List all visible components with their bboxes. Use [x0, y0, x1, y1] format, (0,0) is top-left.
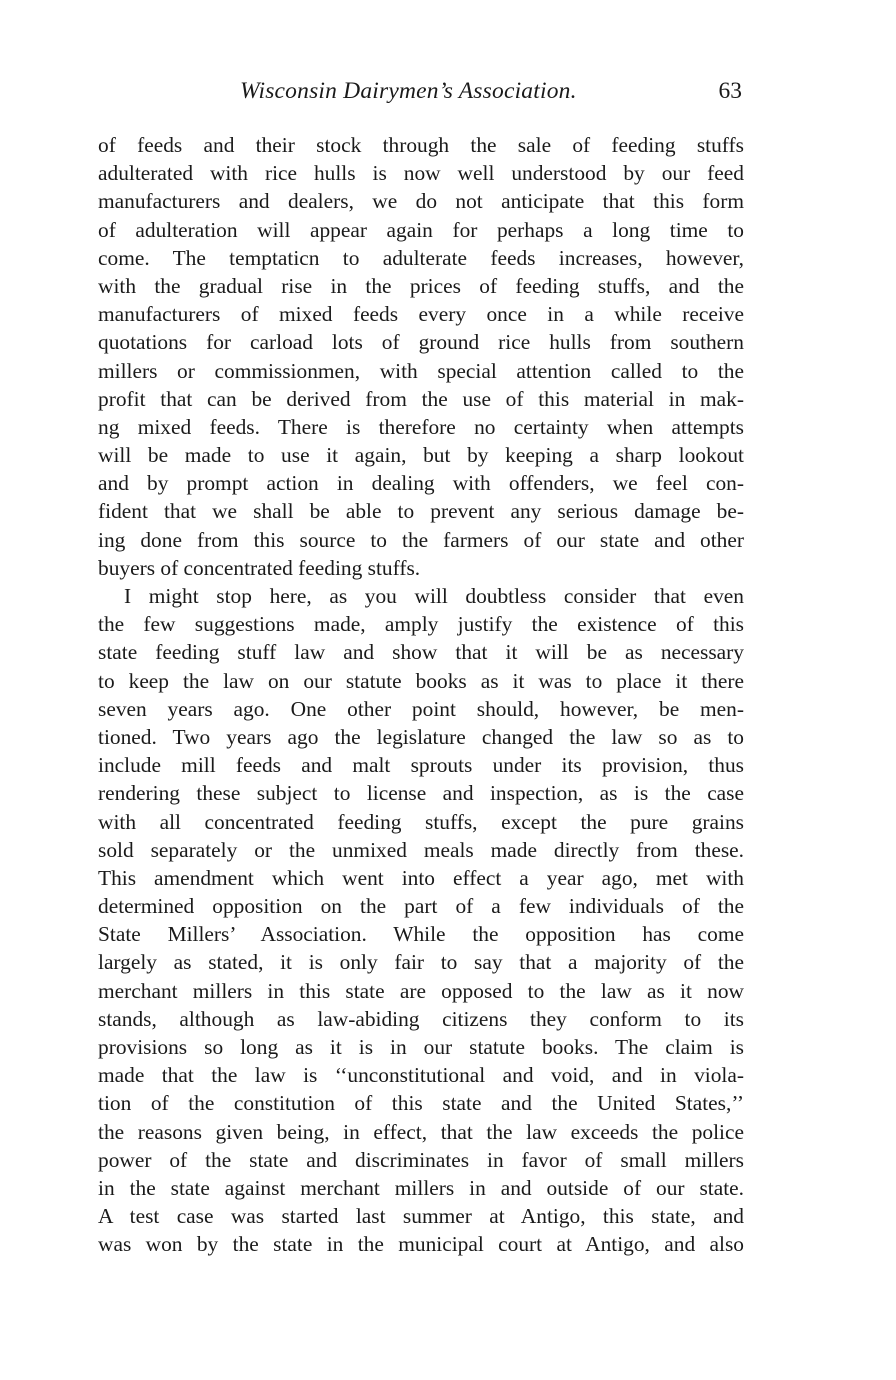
running-head [98, 78, 744, 110]
paragraph-start-line: I might stop here, as you will doubtless consider that even [124, 584, 744, 608]
text-line: made that the law is ‘‘unconstitutional and void, and in viola- [98, 1063, 744, 1088]
text-line: adulterated with rice hulls is now well understood by our feed [98, 161, 744, 186]
running-title: Wisconsin Dairymen’s Association. [240, 78, 577, 104]
text-line: to keep the law on our statute books as it was to place it there [98, 668, 744, 693]
text-line: manufacturers of mixed feeds every once in a while receive [98, 302, 744, 327]
text-line: tioned. Two years ago the legislature changed the law so as to [98, 724, 744, 749]
paragraph-end-line: buyers of concentrated feeding stuffs. [98, 555, 421, 580]
text-line: tion of the constitution of this state and the United States,’’ [98, 1091, 744, 1116]
text-line: This amendment which went into effect a year ago, met with [98, 865, 744, 890]
text-line: will be made to use it again, but by keeping a sharp lookout [98, 443, 744, 468]
text-line: ng mixed feeds. There is therefore no certainty when attempts [98, 414, 744, 439]
text-line: the reasons given being, in effect, that the law exceeds the police [98, 1119, 744, 1144]
text-line: provisions so long as it is in our statute books. The claim is [98, 1035, 744, 1059]
text-line: State Millers’ Association. While the opposition has come [98, 922, 744, 947]
text-line: fident that we shall be able to prevent any serious damage be- [98, 499, 744, 524]
text-line: sold separately or the unmixed meals made directly from these. [98, 837, 744, 862]
text-line: seven years ago. One other point should, however, be men- [98, 696, 744, 721]
text-line: in the state against merchant millers in and outside of our state. [98, 1175, 744, 1200]
text-line: A test case was started last summer at Antigo, this state, and [98, 1204, 744, 1229]
text-line: profit that can be derived from the use of this material in mak- [98, 386, 744, 411]
text-line: was won by the state in the municipal court at Antigo, and also [98, 1232, 744, 1257]
text-line: quotations for carload lots of ground rice hulls from southern [98, 330, 744, 355]
text-line: of adulteration will appear again for perhaps a long time to [98, 217, 744, 242]
text-line: stands, although as law-abiding citizens they conform to its [98, 1006, 744, 1031]
text-line: the few suggestions made, amply justify the existence of this [98, 612, 744, 637]
text-line: merchant millers in this state are opposed to the law as it now [98, 978, 744, 1003]
body-text [98, 131, 744, 1259]
text-line: state feeding stuff law and show that it will be as necessary [98, 640, 744, 665]
page-number: 63 [718, 78, 742, 104]
text-line: come. The temptaticn to adulterate feeds increases, however, [98, 245, 744, 270]
text-line: with all concentrated feeding stuffs, except the pure grains [98, 809, 744, 834]
text-line: of feeds and their stock through the sale of feeding stuffs [98, 133, 744, 157]
text-line: and by prompt action in dealing with offenders, we feel con- [98, 471, 744, 496]
text-line: manufacturers and dealers, we do not anticipate that this form [98, 189, 744, 214]
text-line: millers or commissionmen, with special attention called to the [98, 358, 744, 383]
text-line: determined opposition on the part of a few individuals of the [98, 894, 744, 919]
text-line: rendering these subject to license and inspection, as is the case [98, 781, 744, 806]
text-line: include mill feeds and malt sprouts under its provision, thus [98, 753, 744, 778]
text-line: with the gradual rise in the prices of feeding stuffs, and the [98, 273, 744, 298]
text-line: ing done from this source to the farmers of our state and other [98, 527, 744, 552]
text-line: power of the state and discriminates in favor of small millers [98, 1147, 744, 1172]
text-line: largely as stated, it is only fair to say that a majority of the [98, 950, 744, 975]
